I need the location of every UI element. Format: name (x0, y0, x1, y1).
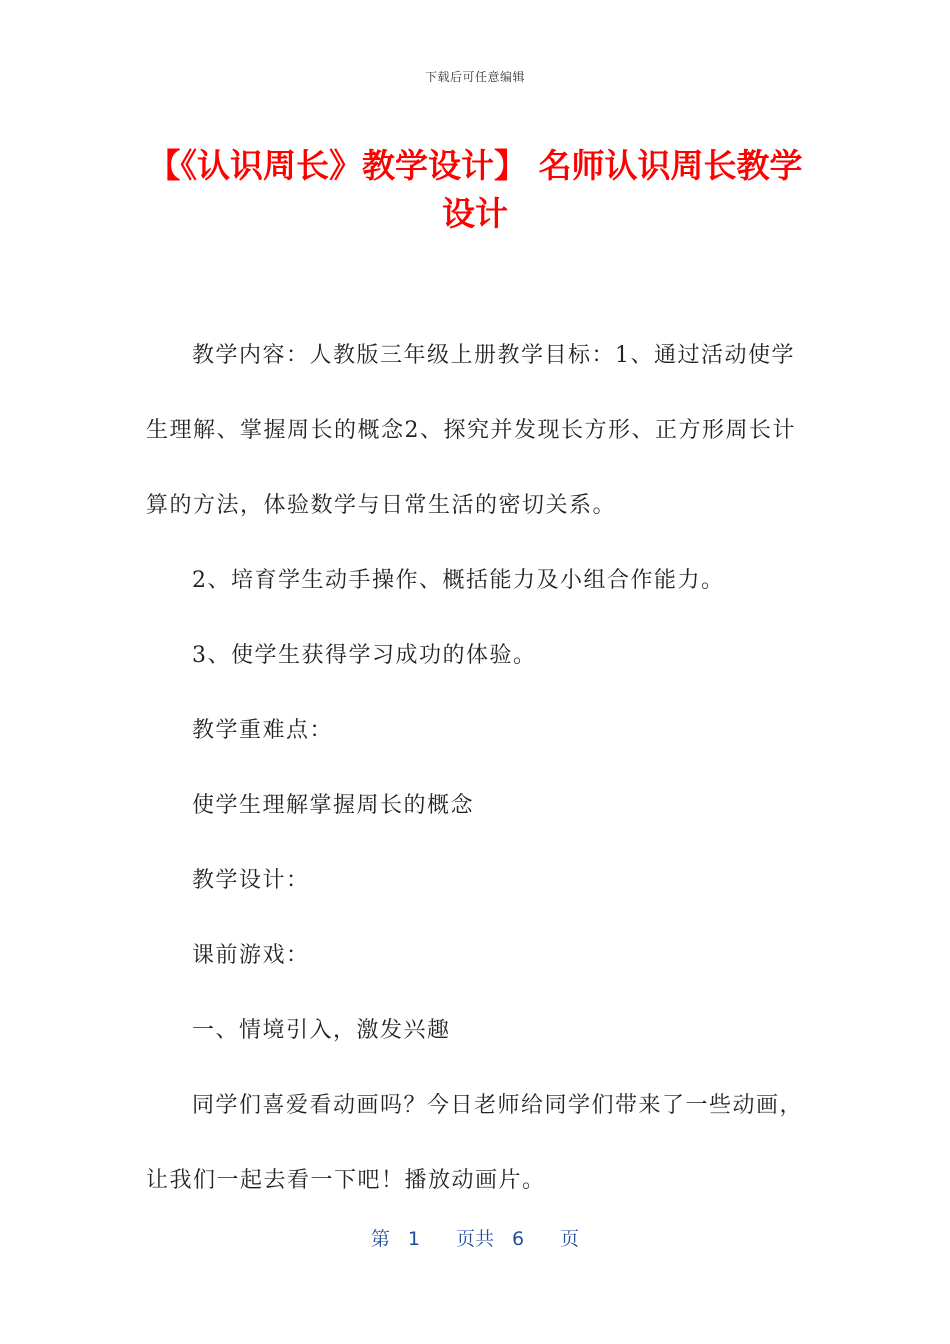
document-body (146, 318, 808, 1218)
footer-prefix: 第 (370, 1228, 390, 1250)
paragraph-key-points-heading: 教学重难点： (192, 718, 334, 743)
footer-current-page: 1 (407, 1228, 420, 1250)
page-footer (0, 1224, 950, 1251)
paragraph-warmup-heading: 课前游戏： (192, 943, 310, 968)
paragraph-design-heading: 教学设计： (192, 868, 310, 893)
footer-total-pages: 6 (512, 1228, 525, 1250)
document-title: 【《认识周长》教学设计】 名师认识周长教学设计 (147, 146, 803, 233)
footer-mid: 页共 (455, 1228, 494, 1250)
header-note: 下载后可任意编辑 (424, 70, 525, 84)
paragraph-section-one-heading: 一、情境引入，激发兴趣 (192, 1018, 451, 1043)
paragraph-intro: 同学们喜爱看动画吗？今日老师给同学们带来了一些动画，让我们一起去看一下吧！播放动画片。 (146, 1093, 804, 1193)
paragraph-goal-2: 2、培育学生动手操作、概括能力及小组合作能力。 (192, 568, 725, 593)
paragraph-teaching-content: 教学内容：人教版三年级上册教学目标：1、通过活动使学生理解、掌握周长的概念2、探究并发现长方形、正方形周长计算的方法，体验数学与日常生活的密切关系。 (146, 343, 796, 518)
paragraph-key-points: 使学生理解掌握周长的概念 (192, 793, 475, 818)
paragraph-goal-3: 3、使学生获得学习成功的体验。 (192, 643, 537, 668)
footer-suffix: 页 (560, 1228, 580, 1250)
